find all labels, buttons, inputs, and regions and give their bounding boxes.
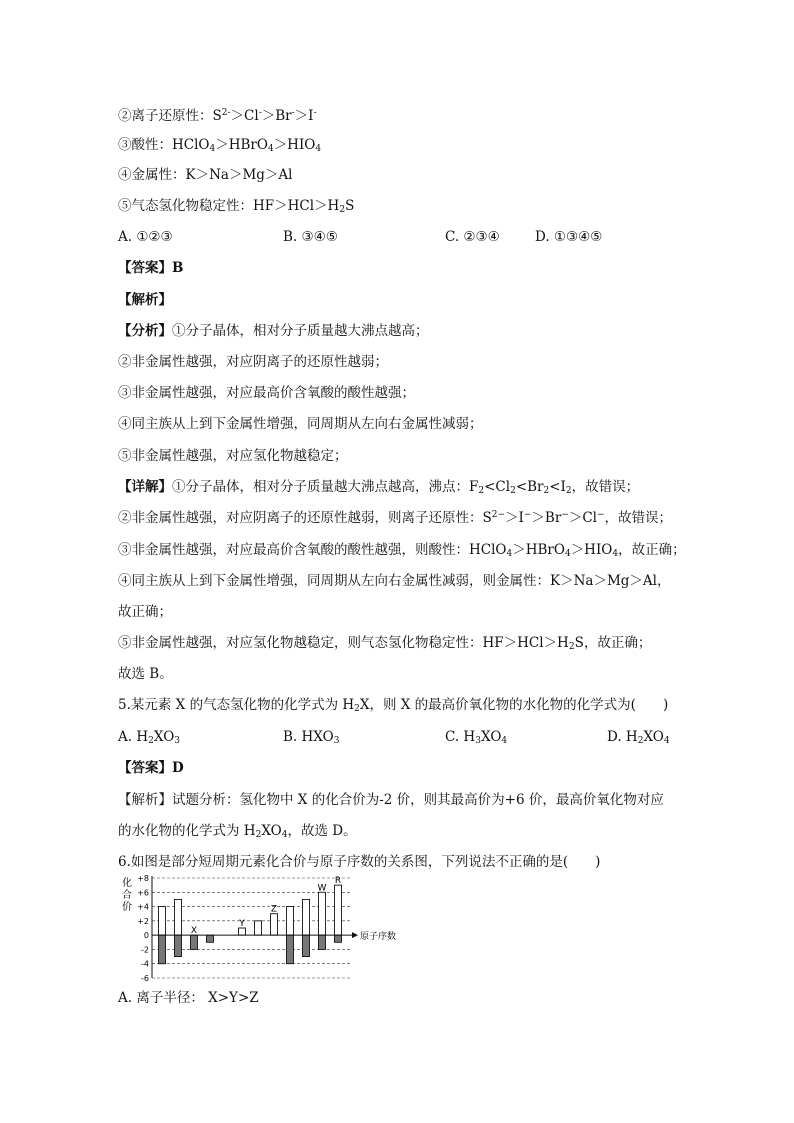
q5-explanation-2: 的水化物的化学式为 $H_2XO_4$，故选 D。 — [118, 823, 357, 840]
bar-negative — [191, 935, 198, 949]
x-axis-arrow — [352, 932, 358, 938]
analysis-line-1: 【分析】①分子晶体，相对分子质量越大沸点越高； — [118, 323, 429, 339]
bar-negative — [287, 935, 294, 964]
element-label: X — [190, 926, 198, 937]
y-tick-label: +8 — [137, 874, 149, 883]
q5-option-d: D. $H_2XO_4$ — [607, 729, 670, 746]
bar-negative — [335, 935, 342, 942]
q5-option-c: C. $H_3XO_4$ — [445, 729, 508, 746]
q6-option-a: A. 离子半径： X>Y>Z — [118, 990, 259, 1006]
y-axis-label-char: 价 — [122, 902, 132, 913]
detail-line-1: 【详解】①分子晶体，相对分子质量越大沸点越高，沸点：$F_2<Cl_2<Br_2<I_2$，故错误； — [118, 479, 640, 496]
element-label: Z — [270, 904, 278, 915]
element-label: R — [334, 876, 342, 887]
bar-negative — [207, 935, 214, 942]
detail-conclusion: 故选 B。 — [118, 666, 173, 682]
bar-positive — [303, 899, 310, 935]
y-axis-label-char: 化 — [122, 878, 132, 889]
bar-positive — [335, 885, 342, 935]
x-axis-label: 原子序数 — [360, 932, 397, 943]
detail-line-5: ⑤非金属性越强，对应氢化物越稳定，则气态氢化物稳定性：$HF>HCl>H_2S$，故正确； — [118, 635, 652, 652]
option-b: B. ③④⑤ — [283, 229, 338, 245]
y-axis-label-char: 合 — [122, 890, 132, 901]
option-a: A. ①②③ — [118, 229, 173, 245]
detail-line-4b: 故正确； — [118, 604, 172, 620]
bar-positive — [287, 907, 294, 936]
q5-option-a: A. $H_2XO_3$ — [118, 729, 181, 746]
y-tick-label: +6 — [137, 888, 149, 898]
y-tick-label: -6 — [141, 974, 149, 983]
item-4: ④金属性：K＞Na＞Mg＞Al — [118, 167, 293, 183]
q6-stem: 6.如图是部分短周期元素化合价与原子序数的关系图，下列说法不正确的是( ) — [118, 854, 601, 870]
bar-positive — [175, 899, 182, 935]
q5-explanation-1: 【解析】试题分析：氢化物中 X 的化合价为-2 价，则其最高价为+6 价，最高价氧化物对应 — [118, 792, 664, 808]
bar-negative — [319, 935, 326, 949]
bar-negative — [303, 935, 310, 956]
bars — [159, 885, 342, 964]
option-d: D. ①③④⑤ — [535, 229, 603, 245]
bar-positive — [319, 892, 326, 935]
y-axis-label — [122, 876, 132, 913]
bar-positive — [255, 921, 262, 935]
detail-line-4: ④同主族从上到下金属性增强，同周期从左向右金属性减弱，则金属性：K＞Na＞Mg＞Al， — [118, 573, 671, 589]
y-tick-label: -2 — [141, 945, 149, 955]
element-label: W — [317, 883, 327, 894]
bar-positive — [271, 914, 278, 935]
y-tick-label: +2 — [137, 916, 149, 926]
q5-option-b: B. $HXO_3$ — [283, 729, 340, 746]
analysis-line-3: ③非金属性越强，对应最高价含氧酸的酸性越强； — [118, 385, 415, 401]
answer-label: 【答案】B — [118, 260, 184, 276]
y-tick-label: -4 — [141, 959, 149, 969]
q5-answer: 【答案】D — [118, 760, 184, 776]
analysis-line-5: ⑤非金属性越强，对应氢化物越稳定； — [118, 448, 348, 464]
bar-negative — [175, 935, 182, 956]
item-5: ⑤气态氢化物稳定性：$HF>HCl>H_2S$ — [118, 198, 355, 215]
q5-stem: 5.某元素 X 的气态氢化物的化学式为 $H_2X$，则 X 的最高价氧化物的水化物的化学式为( ) — [118, 697, 669, 714]
detail-line-2: ②非金属性越强，对应阴离子的还原性越弱，则离子还原性：$S^{2-}>I^->Br^->Cl^-$，故错误； — [118, 510, 673, 526]
option-c: C. ②③④ — [445, 229, 500, 245]
y-tick-label: +4 — [137, 902, 149, 912]
element-label: Y — [239, 919, 245, 929]
bar-positive — [159, 907, 166, 936]
bar-negative — [159, 935, 166, 964]
valence-chart — [118, 872, 418, 984]
bar-positive — [239, 928, 246, 935]
analysis-line-4: ④同主族从上到下金属性增强，同周期从左向右金属性减弱； — [118, 416, 483, 432]
y-tick-label: 0 — [143, 931, 149, 941]
item-2: ②离子还原性：$S^{2-}>Cl^->Br^->I^-$ — [118, 108, 317, 124]
y-ticks — [137, 874, 149, 983]
detail-line-3: ③非金属性越强，对应最高价含氧酸的酸性越强，则酸性：$HClO_4>HBrO_4>HIO_4$，故正确； — [118, 542, 686, 559]
jiexi-label: 【解析】 — [118, 292, 172, 308]
item-3: ③酸性：$HClO_4>HBrO_4>HIO_4$ — [118, 137, 322, 154]
analysis-line-2: ②非金属性越强，对应阴离子的还原性越弱； — [118, 354, 388, 370]
